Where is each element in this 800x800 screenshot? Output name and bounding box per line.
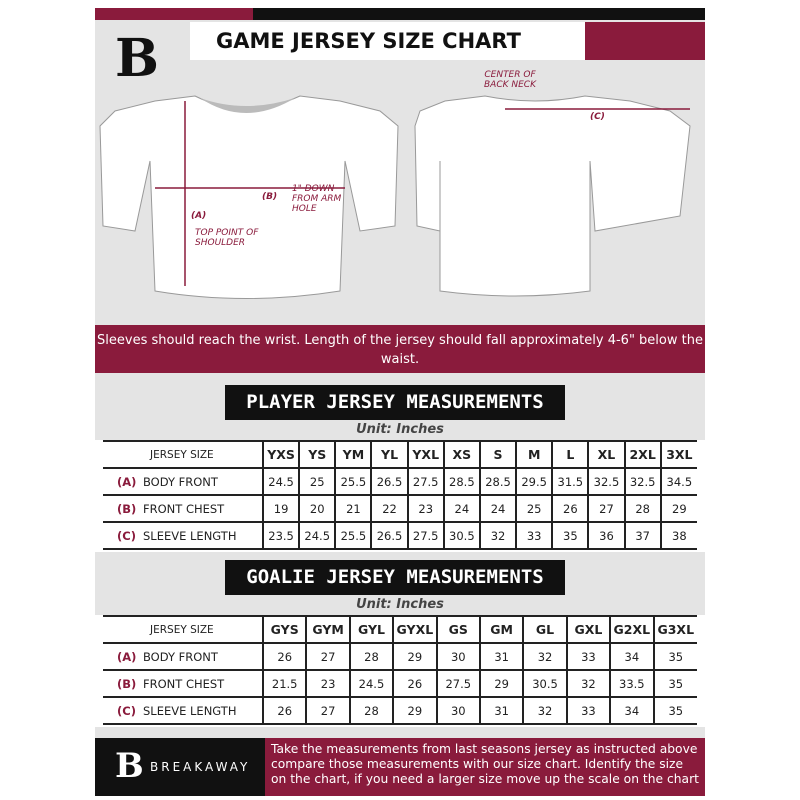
measurement-row [103,522,697,549]
size-header: GYM [306,616,349,643]
measurement-value: 38 [661,522,697,549]
measurement-value: 27.5 [408,468,444,495]
measurement-value: 30.5 [444,522,480,549]
measurement-value: 32.5 [625,468,661,495]
measurement-value: 36 [588,522,624,549]
measurement-value: 27 [588,495,624,522]
measurement-value: 25.5 [335,468,371,495]
size-header: GYS [263,616,306,643]
measurement-value: 21.5 [263,670,306,697]
measurement-value: 34 [610,697,653,724]
measurement-value: 31.5 [552,468,588,495]
measurement-value: 32.5 [588,468,624,495]
size-header: S [480,441,516,468]
measurement-value: 28 [625,495,661,522]
jersey-diagram [95,66,705,321]
goalie-size-table [103,615,697,725]
measurement-value: 35 [654,643,697,670]
size-label: JERSEY SIZE [150,623,214,636]
center-back-neck-label: CENTER OF BACK NECK [484,70,536,90]
measurement-letter: (B) [117,676,137,691]
measurement-value: 32 [523,697,566,724]
measurement-label: FRONT CHEST [143,501,225,516]
size-header: YXS [263,441,299,468]
measurement-value: 29 [661,495,697,522]
measurement-value: 26 [263,643,306,670]
label-c: (C) [590,112,605,122]
measurement-value: 34 [610,643,653,670]
measurement-value: 25.5 [335,522,371,549]
measurement-letter: (C) [117,528,136,543]
measurement-row [103,697,697,724]
measurement-row [103,468,697,495]
measurement-value: 27.5 [437,670,480,697]
player-table-band [95,440,705,552]
measurement-value: 35 [654,697,697,724]
footer-logo: B [115,746,144,786]
size-header: G2XL [610,616,653,643]
size-header: GM [480,616,523,643]
measurement-label: SLEEVE LENGTH [143,703,237,718]
measurement-value: 24 [444,495,480,522]
measurement-label: SLEEVE LENGTH [143,528,237,543]
measurement-value: 32 [567,670,610,697]
label-b: (B) [262,192,278,202]
footer-note: Take the measurements from last seasons jersey as instructed above compare those measurements with our size chart. Identify the size on the chart, if you need a larger size move up the scale on the chart [265,738,705,796]
measurement-value: 37 [625,522,661,549]
measurement-value: 30.5 [523,670,566,697]
top-bar-dark [253,8,705,20]
measurement-value: 31 [480,643,523,670]
measurement-value: 23 [408,495,444,522]
measurement-value: 29 [393,643,436,670]
size-header: YL [371,441,407,468]
measurement-value: 19 [263,495,299,522]
one-inch-down-label: 1" DOWN FROM ARM HOLE [292,184,342,214]
size-header: 3XL [661,441,697,468]
measurement-value: 28 [350,697,393,724]
size-header-row [103,616,697,643]
label-a: (A) [191,211,207,221]
player-unit: Unit: Inches [356,422,444,437]
measurement-value: 33 [567,643,610,670]
size-header: G3XL [654,616,697,643]
measurement-value: 33.5 [610,670,653,697]
measurement-value: 33 [516,522,552,549]
size-header: GXL [567,616,610,643]
measurement-value: 23 [306,670,349,697]
measurement-value: 24.5 [263,468,299,495]
measurement-value: 29 [480,670,523,697]
size-header: YM [335,441,371,468]
size-header-row [103,441,697,468]
size-header: GYL [350,616,393,643]
measurement-value: 24.5 [299,522,335,549]
goalie-unit: Unit: Inches [356,597,444,612]
goalie-heading: GOALIE JERSEY MEASUREMENTS [225,560,565,595]
measurement-value: 30 [437,643,480,670]
measurement-value: 22 [371,495,407,522]
measurement-value: 31 [480,697,523,724]
measurement-value: 27.5 [408,522,444,549]
page-title: GAME JERSEY SIZE CHART [190,22,585,60]
top-bar-accent [95,8,253,20]
measurement-value: 26 [393,670,436,697]
measurement-value: 28.5 [480,468,516,495]
measurement-value: 25 [299,468,335,495]
brand-logo: B [115,28,159,89]
title-accent-block [585,22,705,60]
measurement-label: BODY FRONT [143,474,218,489]
measurement-value: 25 [516,495,552,522]
footer-brand [95,738,265,796]
measurement-row [103,643,697,670]
measurement-letter: (A) [117,649,137,664]
measurement-value: 33 [567,697,610,724]
size-header: 2XL [625,441,661,468]
measurement-label: BODY FRONT [143,649,218,664]
measurement-letter: (B) [117,501,137,516]
measurement-value: 21 [335,495,371,522]
player-size-table [103,440,697,550]
measurement-value: 27 [306,697,349,724]
size-header: GYXL [393,616,436,643]
fit-instructions-banner: Sleeves should reach the wrist. Length of the jersey should fall approximately 4-6" below the waist. [95,325,705,373]
measurement-value: 24 [480,495,516,522]
size-header: GS [437,616,480,643]
measurement-value: 30 [437,697,480,724]
measurement-value: 34.5 [661,468,697,495]
measurement-value: 28 [350,643,393,670]
size-header: GL [523,616,566,643]
size-header: YXL [408,441,444,468]
measurement-value: 26.5 [371,468,407,495]
measurement-value: 29.5 [516,468,552,495]
size-header: XL [588,441,624,468]
measurement-row [103,495,697,522]
size-header: YS [299,441,335,468]
player-heading: PLAYER JERSEY MEASUREMENTS [225,385,565,420]
measurement-value: 28.5 [444,468,480,495]
top-point-label: TOP POINT OF SHOULDER [195,228,259,248]
size-header: M [516,441,552,468]
measurement-value: 35 [552,522,588,549]
size-label: JERSEY SIZE [150,448,214,461]
footer-brand-name: BREAKAWAY [150,760,251,774]
size-header: XS [444,441,480,468]
measurement-value: 32 [523,643,566,670]
measurement-value: 24.5 [350,670,393,697]
measurement-value: 35 [654,670,697,697]
size-header: L [552,441,588,468]
measurement-row [103,670,697,697]
measurement-value: 26 [552,495,588,522]
measurement-value: 23.5 [263,522,299,549]
measurement-value: 26.5 [371,522,407,549]
goalie-table-band [95,615,705,727]
measurement-value: 20 [299,495,335,522]
measurement-value: 32 [480,522,516,549]
measurement-letter: (A) [117,474,137,489]
measurement-value: 27 [306,643,349,670]
size-chart-page [95,8,705,796]
measurement-label: FRONT CHEST [143,676,225,691]
measurement-value: 29 [393,697,436,724]
measurement-value: 26 [263,697,306,724]
measurement-letter: (C) [117,703,136,718]
